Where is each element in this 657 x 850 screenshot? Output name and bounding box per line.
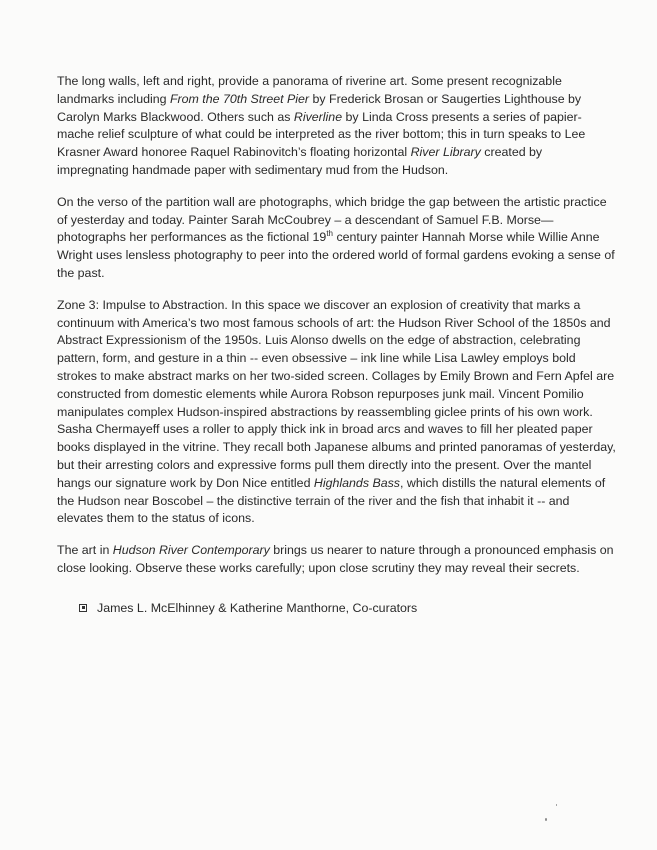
signature-line [79, 600, 617, 618]
paragraph-zone-3: Zone 3: Impulse to Abstraction. In this space we discover an explosion of creativity that marks a continuum with America’s two most famous schools of art: the Hudson River School of the 1850s and Abstract Expressionism of the 1950s. Luis Alonso dwells on the edge of abstraction, celebrating pattern, form, and gesture in a thin -- even obsessive – ink line while Lisa Lawley employs bold strokes to make abstract marks on her two-sided screen. Collages by Emily Brown and Fern Apfel are constructed from domestic elements while Aurora Robson repurposes junk mail. Vincent Pomilio manipulates complex Hudson-inspired abstractions by reassembling giclee prints of his own work. Sasha Chermayeff uses a roller to apply thick ink in broad arcs and waves to fill her pleated paper books displayed in the vitrine. They recall both Japanese albums and printed panoramas of yesterday, but their arresting colors and expressive forms pull them directly into the present. Over the mantel hangs our signature work by Don Nice entitled Highlands Bass, which distills the natural elements of the Hudson near Boscobel – the distinctive terrain of the river and the fish that inhabit it -- and elevates them to the status of icons. [57, 297, 616, 526]
paragraph-closing: The art in Hudson River Contemporary brings us nearer to nature through a pronounced emphasis on close looking. Observe these works carefully; upon close scrutiny they may reveal their secrets. [57, 543, 614, 575]
document-body [57, 73, 617, 618]
scan-speck [556, 804, 557, 806]
curators-signature: James L. McElhinney & Katherine Manthorne, Co-curators [97, 600, 418, 615]
scan-speck [545, 818, 547, 821]
paragraph-riverine-art: The long walls, left and right, provide a panorama of riverine art. Some present recognizable landmarks including From the 70th Street Pier by Frederick Brosan or Saugerties Lighthouse by Carolyn Marks Blackwood. Others such as Riverline by Linda Cross presents a series of papier-mache relief sculpture of what could be interpreted as the river bottom; this in turn speaks to Lee Krasner Award honoree Raquel Rabinovitch’s floating horizontal River Library created by impregnating handmade paper with sedimentary mud from the Hudson. [57, 74, 586, 177]
checkbox-bullet-icon [79, 604, 87, 612]
paragraph-photographs: On the verso of the partition wall are photographs, which bridge the gap between the artistic practice of yesterday and today. Painter Sarah McCoubrey – a descendant of Samuel F.B. Morse—photographs her performances as the fictional 19th century painter Hannah Morse while Willie Anne Wright uses lensless photography to peer into the ordered world of formal gardens evoking a sense of the past. [57, 194, 615, 280]
